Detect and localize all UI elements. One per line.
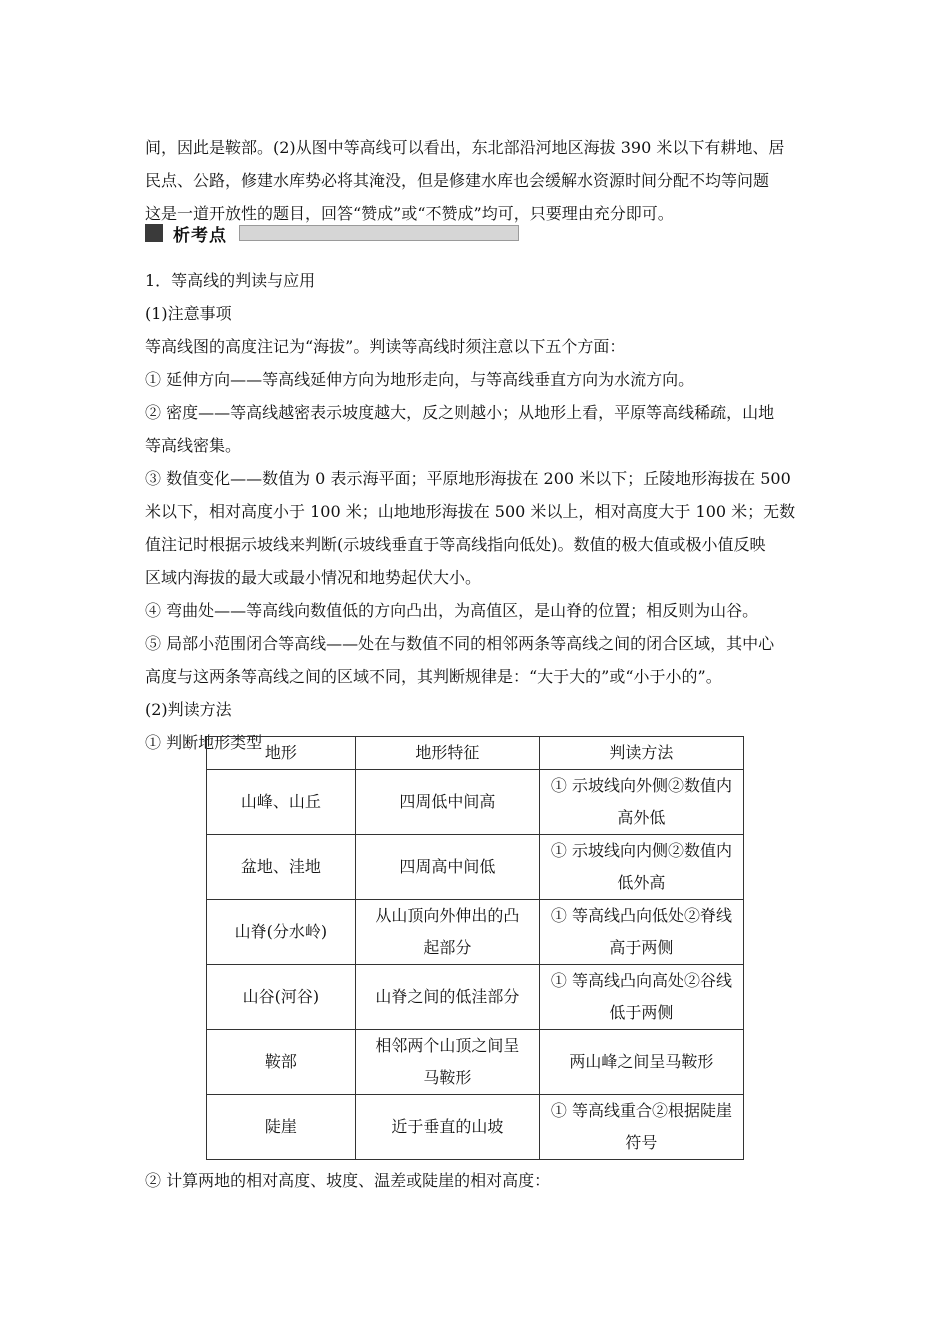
table-row bbox=[207, 900, 744, 965]
note-item-3-cont: 区域内海拔的最大或最小情况和地势起伏大小。 bbox=[145, 568, 482, 587]
cell-line: ① 示坡线向外侧②数值内 bbox=[550, 776, 732, 795]
section-marker-icon bbox=[145, 224, 163, 242]
note-item-3-cont: 值注记时根据示坡线来判断(示坡线垂直于等高线指向低处)。数值的极大值或极小值反映 bbox=[145, 535, 766, 554]
cell-line: ① 示坡线向内侧②数值内 bbox=[550, 841, 732, 860]
method-item-1: ① 判断地形类型 bbox=[145, 733, 263, 752]
section-header bbox=[145, 222, 519, 244]
table-row bbox=[207, 770, 744, 835]
table-header-row bbox=[207, 737, 744, 770]
table-row bbox=[207, 965, 744, 1030]
notes-intro: 等高线图的高度注记为“海拔”。判读等高线时须注意以下五个方面： bbox=[145, 337, 626, 356]
note-item-5-cont: 高度与这两条等高线之间的区域不同，其判断规律是：“大于大的”或“小于小的”。 bbox=[145, 667, 722, 686]
cell-line: 高于两侧 bbox=[609, 938, 674, 957]
cell-line: 两山峰之间呈马鞍形 bbox=[569, 1052, 714, 1071]
cell-line: 从山顶向外伸出的凸 bbox=[375, 906, 520, 925]
cell-line: 起部分 bbox=[423, 938, 472, 957]
terrain-cell: 山谷(河谷) bbox=[207, 965, 356, 1030]
feature-cell bbox=[355, 770, 539, 835]
feature-cell bbox=[355, 900, 539, 965]
note-item-3: ③ 数值变化——数值为 0 表示海平面；平原地形海拔在 200 米以下；丘陵地形海拔在 500 bbox=[145, 469, 791, 488]
method-cell bbox=[539, 835, 743, 900]
content-block bbox=[145, 264, 810, 759]
text-line: 民点、公路，修建水库势必将其淹没，但是修建水库也会缓解水资源时间分配不均等问题 bbox=[145, 171, 770, 190]
cell-line: 近于垂直的山坡 bbox=[391, 1117, 504, 1136]
terrain-cell: 山峰、山丘 bbox=[207, 770, 356, 835]
subheading-methods: (2)判读方法 bbox=[145, 700, 232, 719]
terrain-cell: 陡崖 bbox=[207, 1095, 356, 1160]
table-row bbox=[207, 835, 744, 900]
cell-line: 四周高中间低 bbox=[399, 857, 496, 876]
cell-line: ① 等高线凸向低处②脊线 bbox=[550, 906, 732, 925]
cell-line: 低于两侧 bbox=[609, 1003, 674, 1022]
cell-line: ① 等高线凸向高处②谷线 bbox=[550, 971, 732, 990]
note-item-4: ④ 弯曲处——等高线向数值低的方向凸出，为高值区，是山脊的位置；相反则为山谷。 bbox=[145, 601, 759, 620]
method-item-2: ② 计算两地的相对高度、坡度、温差或陡崖的相对高度： bbox=[145, 1171, 551, 1190]
feature-cell bbox=[355, 1095, 539, 1160]
method-cell bbox=[539, 900, 743, 965]
terrain-cell: 鞍部 bbox=[207, 1030, 356, 1095]
table-row bbox=[207, 1030, 744, 1095]
note-item-2-cont: 等高线密集。 bbox=[145, 436, 242, 455]
intro-paragraph bbox=[145, 131, 810, 230]
terrain-cell: 盆地、洼地 bbox=[207, 835, 356, 900]
note-item-5: ⑤ 局部小范围闭合等高线——处在与数值不同的相邻两条等高线之间的闭合区域，其中心 bbox=[145, 634, 775, 653]
terrain-cell: 山脊(分水岭) bbox=[207, 900, 356, 965]
feature-cell bbox=[355, 1030, 539, 1095]
method-cell bbox=[539, 770, 743, 835]
subheading-notes: (1)注意事项 bbox=[145, 304, 232, 323]
column-header: 地形特征 bbox=[355, 737, 539, 770]
cell-line: 四周低中间高 bbox=[399, 792, 496, 811]
cell-line: 山脊之间的低洼部分 bbox=[375, 987, 520, 1006]
column-header: 判读方法 bbox=[539, 737, 743, 770]
text-line: 间，因此是鞍部。(2)从图中等高线可以看出，东北部沿河地区海拔 390 米以下有耕地、居 bbox=[145, 138, 785, 157]
terrain-table bbox=[206, 736, 744, 1160]
column-header: 地形 bbox=[207, 737, 356, 770]
cell-line: 低外高 bbox=[617, 873, 666, 892]
method-cell bbox=[539, 1095, 743, 1160]
table-row bbox=[207, 1095, 744, 1160]
cell-line: 高外低 bbox=[617, 808, 666, 827]
cell-line: 符号 bbox=[625, 1133, 658, 1152]
after-table-block bbox=[145, 1164, 810, 1197]
cell-line: ① 等高线重合②根据陡崖 bbox=[550, 1101, 732, 1120]
cell-line: 相邻两个山顶之间呈 bbox=[375, 1036, 520, 1055]
feature-cell bbox=[355, 965, 539, 1030]
feature-cell bbox=[355, 835, 539, 900]
note-item-3-cont: 米以下，相对高度小于 100 米；山地地形海拔在 500 米以上，相对高度大于 100 米；无数 bbox=[145, 502, 796, 521]
section-divider-bar bbox=[239, 225, 519, 241]
cell-line: 马鞍形 bbox=[423, 1068, 472, 1087]
method-cell bbox=[539, 965, 743, 1030]
heading-1: 1．等高线的判读与应用 bbox=[145, 271, 316, 290]
note-item-2: ② 密度——等高线越密表示坡度越大，反之则越小；从地形上看，平原等高线稀疏，山地 bbox=[145, 403, 775, 422]
method-cell bbox=[539, 1030, 743, 1095]
note-item-1: ① 延伸方向——等高线延伸方向为地形走向，与等高线垂直方向为水流方向。 bbox=[145, 370, 695, 389]
text-line: 这是一道开放性的题目，回答“赞成”或“不赞成”均可，只要理由充分即可。 bbox=[145, 204, 674, 223]
section-title: 析考点 bbox=[173, 225, 227, 246]
